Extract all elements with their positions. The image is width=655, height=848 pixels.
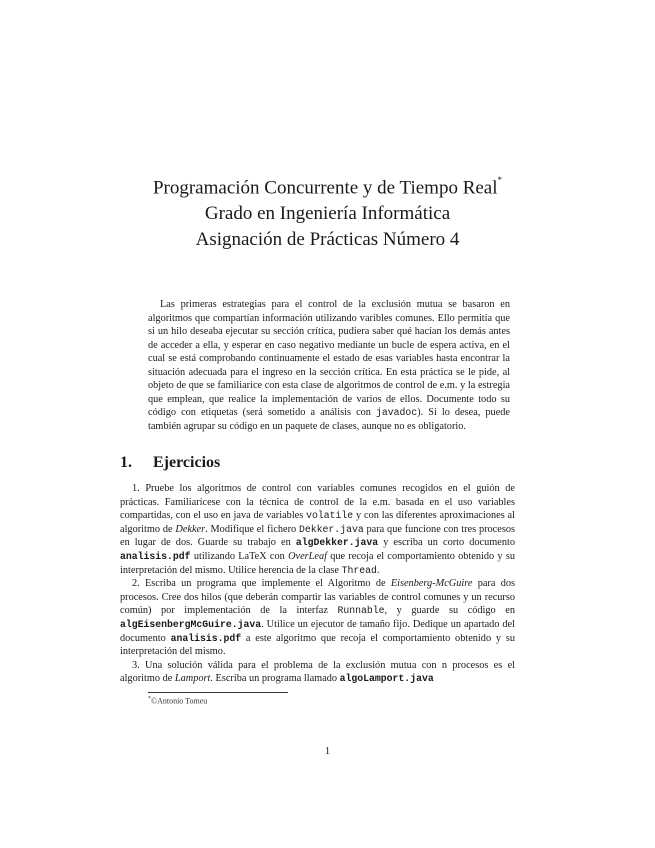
inline-code: volatile	[306, 510, 354, 522]
inline-code: Thread	[341, 564, 377, 576]
exercise-3: 3. Una solución válida para el problema de la exclusión mutua con n procesos es el algoritmo de Lamport. Escriba un programa llamado algoLamport.java	[120, 659, 515, 685]
exercise-2: 2. Escriba un programa que implemente el Algoritmo de Eisenberg-McGuire para dos procesos. Cree dos hilos (que deberán compartir las variables de control comunes y un recurso común) por implementación de la interfaz Runnable, y guarde su código en algEisenbergMcGuire.java. Utilice un ejecutor de tamaño fijo. Dedique un apartado del documento analisis.pdf a este algoritmo que recoja el comportamiento obtenido y su interpretación del mismo.	[120, 578, 516, 658]
degree-title: Grado en Ingeniería Informática	[204, 203, 451, 225]
emphasis: OverLeaf	[288, 550, 327, 562]
section-title: Ejercicios	[153, 454, 221, 471]
inline-code: algEisenbergMcGuire.java	[120, 618, 262, 630]
page-number: 1	[324, 746, 331, 757]
emphasis: Eisenberg-McGuire	[390, 578, 473, 590]
inline-code: analisis.pdf	[170, 632, 242, 644]
title-block	[0, 170, 655, 253]
inline-code: Dekker.java	[299, 523, 364, 535]
inline-code: analisis.pdf	[120, 550, 191, 562]
footnote-marker: *	[497, 175, 503, 185]
section-number: 1.	[120, 454, 132, 471]
footnote-rule	[148, 692, 288, 693]
inline-code: algoLamport.java	[339, 673, 434, 685]
emphasis: Dekker	[175, 523, 206, 535]
inline-code: algDekker.java	[295, 537, 379, 549]
inline-code: Runnable	[337, 605, 385, 617]
emphasis: Lamport	[174, 673, 211, 685]
exercises-body	[120, 482, 515, 686]
abstract: Las primeras estrategias para el control de la exclusión mutua se basaron en algoritmos que compartían información utilizando varibles comunes. Ello permitía que si un hilo deseaba ejecutar su sección crítica, pudiera saber qué hacían los demás antes de acceder a ella, y esperar en caso negativo mediante un bucle de espera activa, en el cual se está comprobando continuamente el estado de esas variables hasta encontrar la situación adecuada para el ingreso en la sección crítica. En esta práctica se le pide, al objeto de que se familiarice con esta clase de algoritmos de control de e.m. y la estregia que emplean, que realice la implementación de varios de ellos. Documente todo su código con etiquetas (será sometido a análisis con javadoc). Si lo desea, puede también agrupar su código en un paquete de clases, aunque no es obligatorio.	[148, 299, 510, 432]
footnote: *©Antonio Tomeu	[148, 696, 208, 706]
course-title: Programación Concurrente y de Tiempo Real*	[152, 175, 503, 199]
assignment-title: Asignación de Prácticas Número 4	[195, 229, 460, 251]
inline-code: javadoc	[376, 407, 418, 418]
section-heading	[120, 454, 220, 472]
exercise-1: 1. Pruebe los algoritmos de control con variables comunes recogidos en el guión de prácticas. Familiarícese con la técnica de control de la e.m. basada en el uso variables compartidas, con el uso en java de variables volatile y con las diferentes aproximaciones al algoritmo de Dekker. Modifique el fichero Dekker.java para que funcione con tres procesos en lugar de dos. Guarde su trabajo en algDekker.java y escriba un corto documento analisis.pdf utilizando LaTeX con OverLeaf que recoja el comportamiento obtenido y su interpretación del mismo. Utilice herencia de la clase Thread.	[120, 483, 515, 576]
